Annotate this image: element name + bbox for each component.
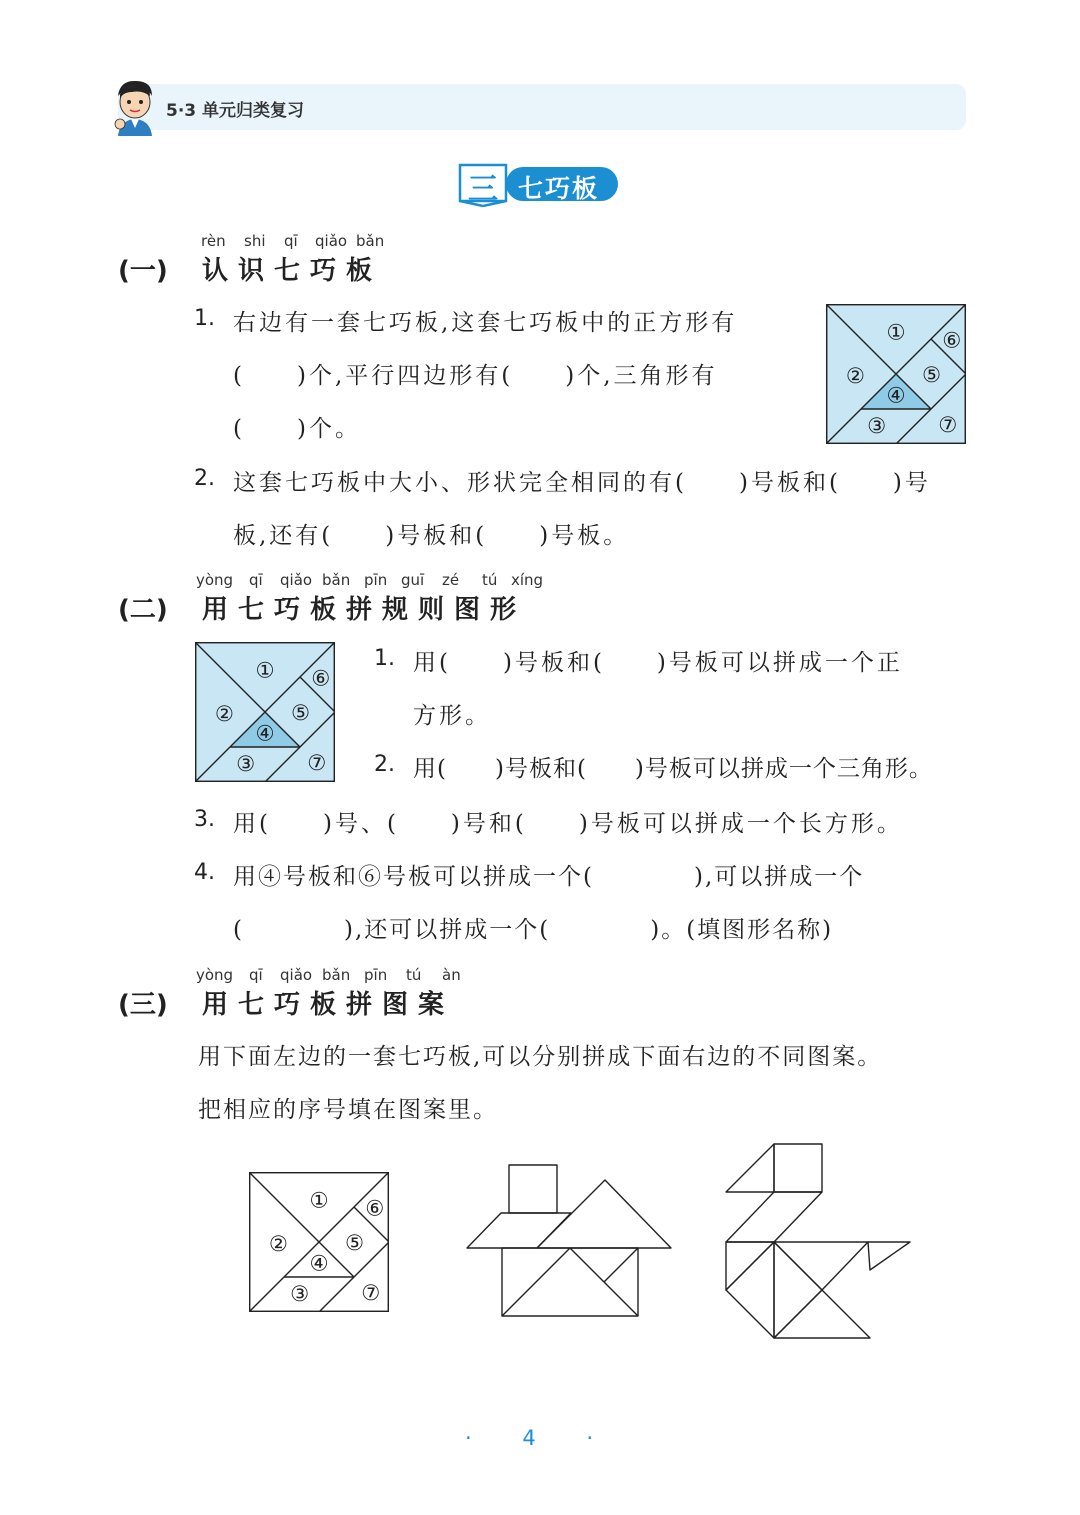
tangram-diagram [195, 642, 335, 782]
pinyin-syllable: qī [249, 571, 263, 589]
house-pattern [462, 1160, 674, 1320]
tile-label: ④ [255, 721, 275, 747]
tile-label: ⑤ [290, 701, 311, 727]
tile-label: ② [214, 702, 234, 728]
p1-q1-number: 1. [194, 306, 215, 331]
p1-q2-line1: 这套七巧板中大小、形状完全相同的有( )号板和( )号 [233, 470, 931, 496]
tile-label: ⑦ [938, 412, 958, 438]
p3-line2: 把相应的序号填在图案里。 [198, 1097, 498, 1123]
tangram-diagram [249, 1172, 389, 1312]
tile-label: ② [845, 364, 865, 390]
section-number: 三 [468, 172, 498, 207]
series-title: 5·3 单元归类复习 [166, 101, 305, 121]
tile-label: ④ [309, 1251, 329, 1277]
tile-label: ③ [290, 1281, 310, 1307]
part2-number: (二) [118, 595, 168, 625]
pinyin-syllable: yòng [196, 966, 234, 984]
pinyin-syllable: qiǎo [280, 571, 313, 589]
tile-label: ④ [886, 383, 906, 409]
part1-number: (一) [118, 256, 168, 286]
tile-label: ② [268, 1232, 288, 1258]
tile-label: ③ [236, 751, 256, 777]
pinyin-syllable: qī [284, 232, 298, 250]
pinyin-syllable: zé [442, 571, 460, 589]
p2-q3-number: 3. [194, 807, 215, 832]
page-number: · 4 · [464, 1426, 616, 1450]
p2-q2-number: 2. [374, 752, 395, 777]
part1-heading: 认识七巧板 [202, 256, 383, 286]
p3-line1: 用下面左边的一套七巧板,可以分别拼成下面右边的不同图案。 [198, 1044, 883, 1070]
pinyin-syllable: pīn [364, 571, 388, 589]
pinyin-syllable: yòng [196, 571, 234, 589]
pinyin-syllable: tú [406, 966, 422, 984]
part2-heading: 用七巧板拼规则图形 [202, 595, 527, 625]
tile-label: ⑥ [942, 328, 962, 354]
pinyin-syllable: tú [482, 571, 498, 589]
p1-q1-line2: ( )个,平行四边形有( )个,三角形有 [233, 363, 718, 389]
p1-q2-line2: 板,还有( )号板和( )号板。 [233, 523, 630, 549]
tile-label: ⑥ [365, 1196, 385, 1222]
p2-q1-number: 1. [374, 646, 395, 671]
section-title: 七巧板 [518, 174, 600, 203]
p1-q1-line1: 右边有一套七巧板,这套七巧板中的正方形有 [233, 310, 738, 336]
pinyin-syllable: shi [244, 232, 266, 250]
tile-label: ① [309, 1188, 329, 1214]
pinyin-syllable: bǎn [356, 232, 385, 250]
pinyin-syllable: xíng [511, 571, 544, 589]
tile-label: ③ [867, 413, 887, 439]
pinyin-syllable: rèn [201, 232, 226, 250]
p2-q3-line1: 用( )号、( )号和( )号板可以拼成一个长方形。 [233, 811, 903, 837]
tile-label: ⑦ [307, 750, 327, 776]
p2-q2-line1: 用( )号板和( )号板可以拼成一个三角形。 [413, 756, 933, 782]
p2-q4-line2: ( ),还可以拼成一个( )。(填图形名称) [233, 917, 834, 943]
mascot-icon [108, 76, 162, 136]
pinyin-syllable: bǎn [322, 966, 351, 984]
tile-label: ⑤ [344, 1231, 365, 1257]
tile-label: ① [886, 320, 906, 346]
pinyin-syllable: qiǎo [315, 232, 348, 250]
tile-label: ① [255, 658, 275, 684]
tile-label: ⑤ [921, 363, 942, 389]
pinyin-syllable: guī [401, 571, 425, 589]
pinyin-syllable: pīn [364, 966, 388, 984]
p2-q1-line2: 方形。 [413, 703, 491, 729]
pinyin-syllable: qī [249, 966, 263, 984]
p2-q1-line1: 用( )号板和( )号板可以拼成一个正 [413, 650, 903, 676]
pinyin-syllable: àn [442, 966, 461, 984]
p2-q4-line1: 用④号板和⑥号板可以拼成一个( ),可以拼成一个 [233, 864, 865, 890]
pinyin-syllable: bǎn [322, 571, 351, 589]
swan-pattern [720, 1138, 916, 1344]
tile-label: ⑦ [361, 1280, 381, 1306]
p2-q4-number: 4. [194, 860, 215, 885]
part3-heading: 用七巧板拼图案 [202, 990, 455, 1020]
tile-label: ⑥ [311, 666, 331, 692]
p1-q1-line3: ( )个。 [233, 416, 361, 442]
pinyin-syllable: qiǎo [280, 966, 313, 984]
tangram-diagram [826, 304, 966, 444]
p1-q2-number: 2. [194, 466, 215, 491]
part3-number: (三) [118, 990, 168, 1020]
